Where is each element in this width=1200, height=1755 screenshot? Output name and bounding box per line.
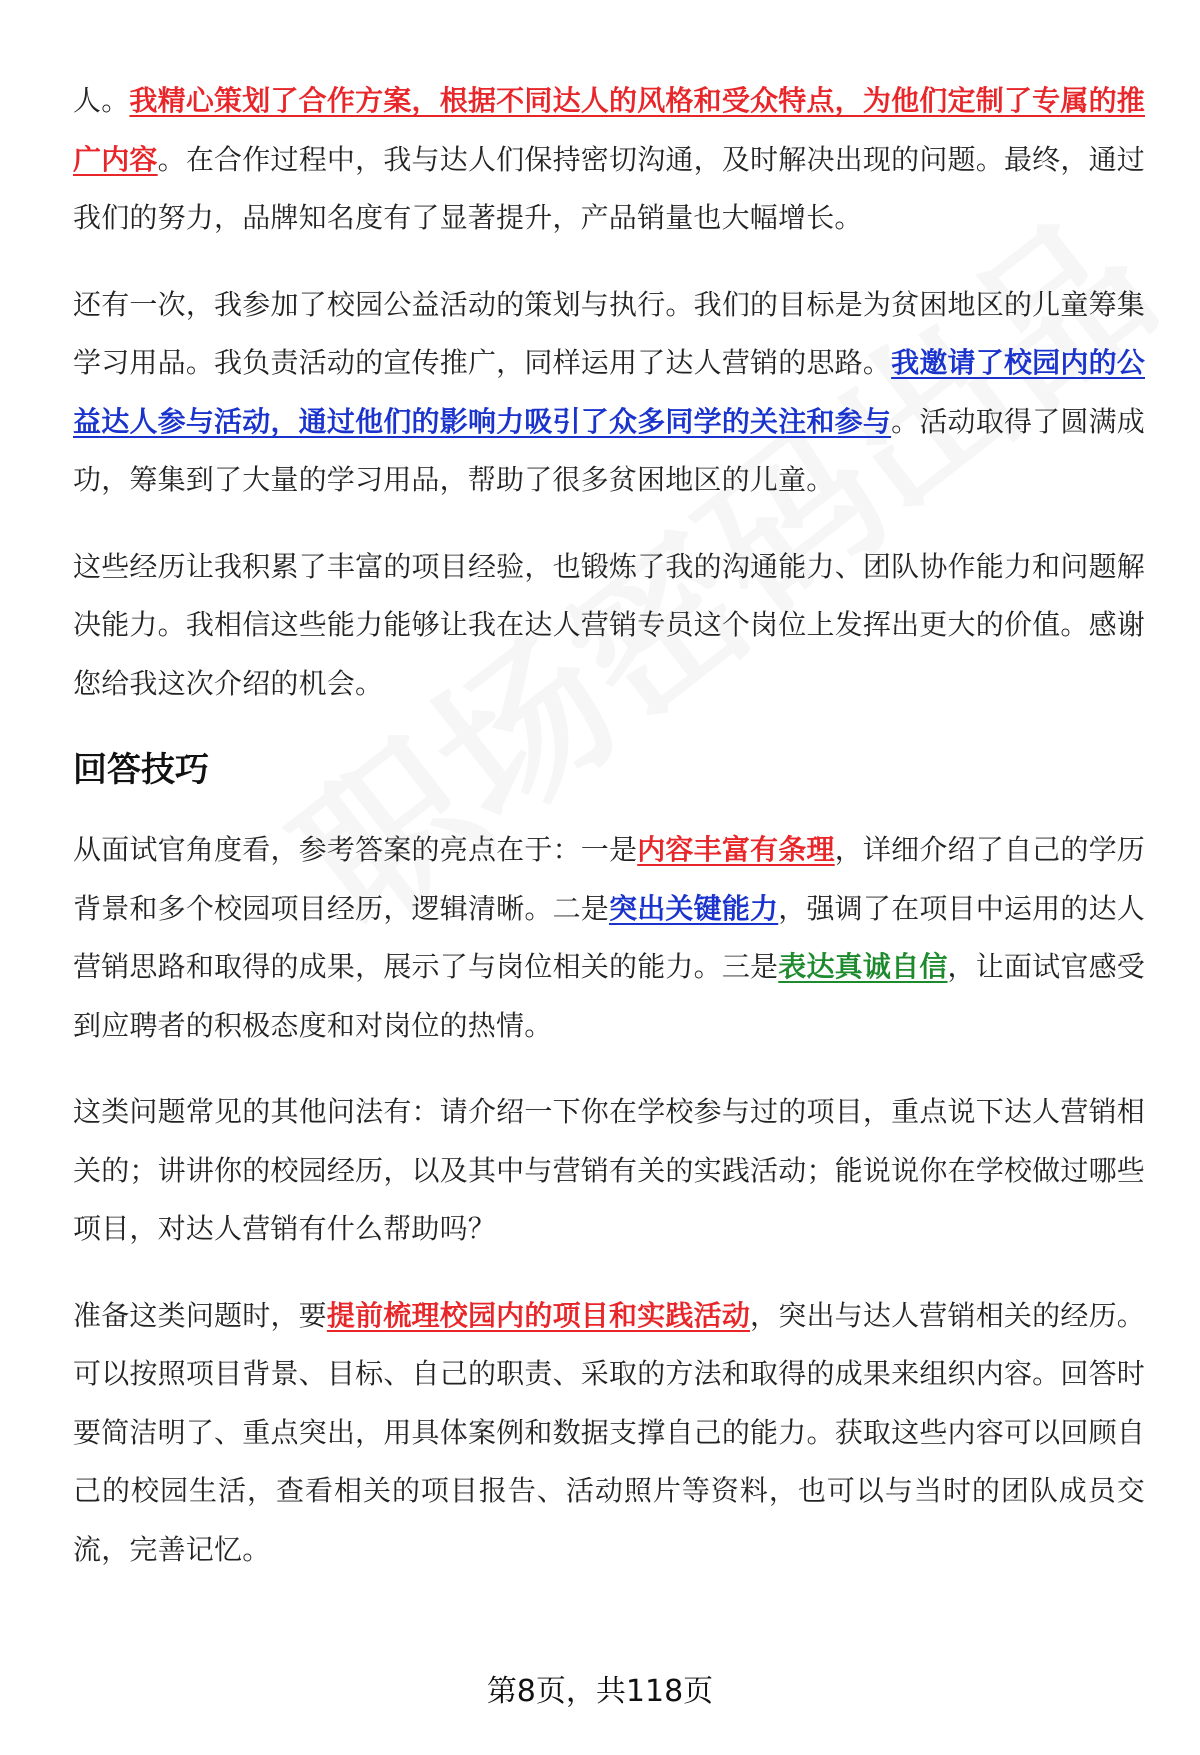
text-run: 从面试官角度看，参考答案的亮点在于：一是 xyxy=(73,833,638,866)
paragraph-influencer-cooperation xyxy=(73,72,1145,248)
text-run: ，详细介绍了自己的学历背景和多个校园项目经历，逻辑清晰。二是 xyxy=(73,833,1146,925)
text-run: 人。 xyxy=(73,84,130,117)
text-run: 这些经历让我积累了丰富的项目经验，也锻炼了我的沟通能力、团队协作能力和问题解决能力。我相信这些能力能够让我在达人营销专员这个岗位上发挥出更大的价值。感谢您给我这次介绍的机会。 xyxy=(73,549,1145,700)
text-run: 准备这类问题时，要 xyxy=(73,1298,327,1332)
text-run: 这类问题常见的其他问法有：请介绍一下你在学校参与过的项目，重点说下达人营销相关的；讲讲你的校园经历，以及其中与营销有关的实践活动；能说说你在学校做过哪些项目，对达人营销有什么帮助吗？ xyxy=(73,1095,1145,1245)
page-number: 第8页，共118页 xyxy=(486,1674,714,1709)
text-run: ，突出与达人营销相关的经历。可以按照项目背景、目标、自己的职责、采取的方法和取得的成果来组织内容。回答时要简洁明了、重点突出，用具体案例和数据支撑自己的能力。获取这些内容可以回顾自己的校园生活，查看相关的项目报告、活动照片等资料，也可以与当时的团队成员交流，完善记忆。 xyxy=(73,1298,1145,1566)
paragraph-answer-highlights xyxy=(73,821,1145,1055)
highlight-green: 表达真诚自信 xyxy=(778,950,948,983)
highlight-red: 我精心策划了合作方案，根据不同达人的风格和受众特点，为他们定制了专属的推广内容 xyxy=(73,84,1145,176)
section-heading: 回答技巧 xyxy=(73,750,209,790)
document-body xyxy=(73,72,1145,1607)
highlight-blue: 我邀请了校园内的公益达人参与活动，通过他们的影响力吸引了众多同学的关注和参与 xyxy=(73,346,1145,438)
text-run: 还有一次，我参加了校园公益活动的策划与执行。我们的目标是为贫困地区的儿童筹集学习用品。我负责活动的宣传推广，同样运用了达人营销的思路。 xyxy=(73,287,1145,379)
text-run: ，强调了在项目中运用的达人营销思路和取得的成果，展示了与岗位相关的能力。三是 xyxy=(73,891,1145,983)
paragraph-charity-activity xyxy=(73,276,1145,510)
highlight-red: 内容丰富有条理 xyxy=(637,833,835,866)
text-run: 。活动取得了圆满成功，筹集到了大量的学习用品，帮助了很多贫困地区的儿童。 xyxy=(73,404,1145,496)
paragraph-preparation-tips xyxy=(73,1287,1145,1580)
paragraph-conclusion xyxy=(73,538,1145,714)
text-run: 。在合作过程中，我与达人们保持密切沟通，及时解决出现的问题。最终，通过我们的努力，品牌知名度有了显著提升，产品销量也大幅增长。 xyxy=(73,142,1145,234)
highlight-blue: 突出关键能力 xyxy=(609,891,779,925)
text-run: ，让面试官感受到应聘者的积极态度和对岗位的热情。 xyxy=(73,950,1145,1042)
paragraph-alternative-questions xyxy=(73,1083,1145,1259)
highlight-red: 提前梳理校园内的项目和实践活动 xyxy=(326,1298,751,1332)
